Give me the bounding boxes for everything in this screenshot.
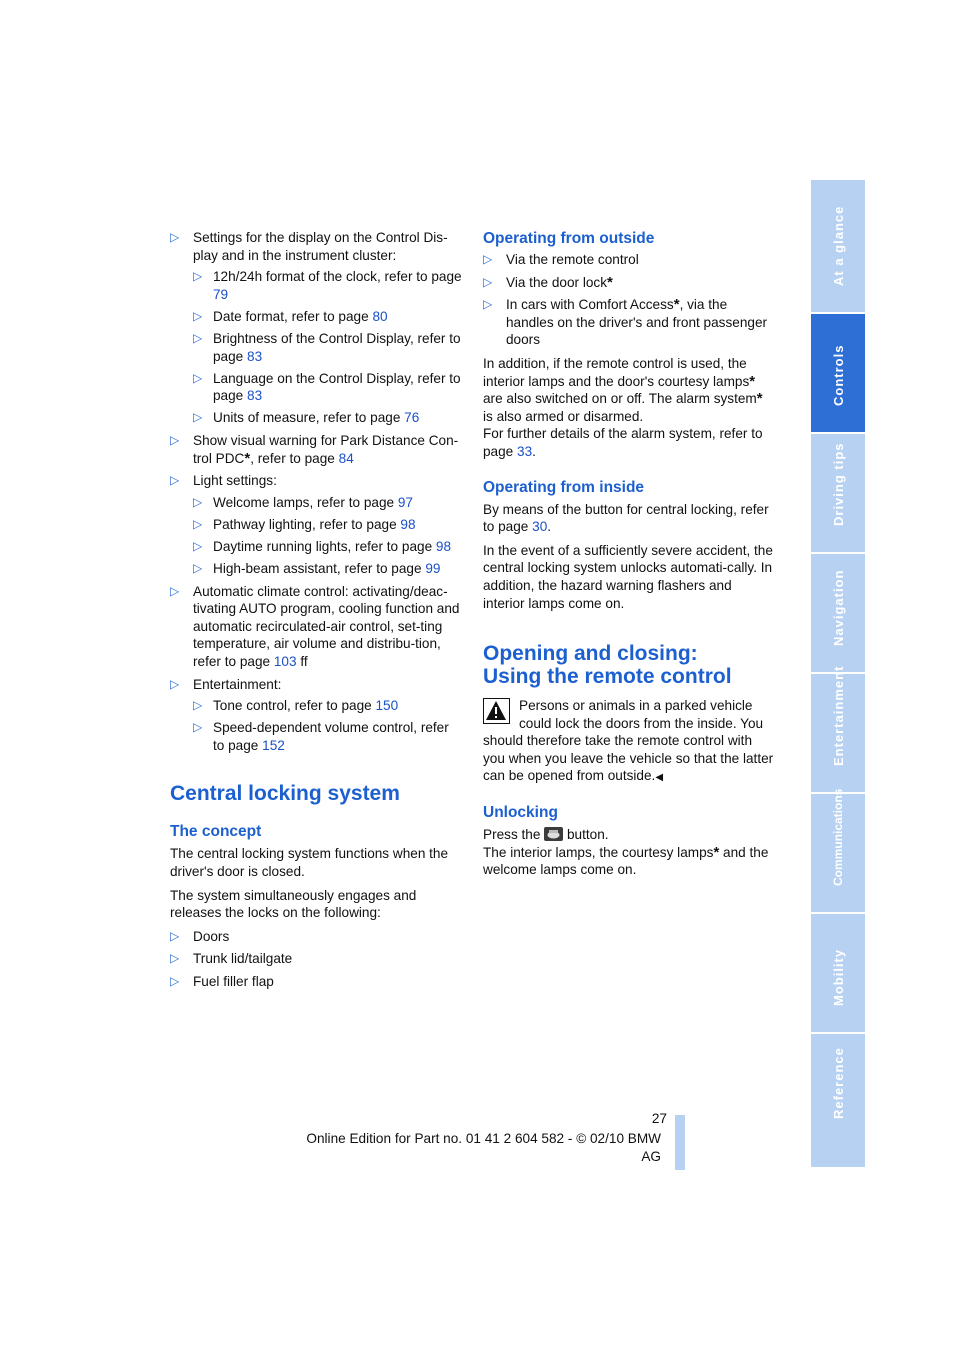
unlock-button-icon (544, 827, 563, 841)
chapter-tabs (811, 180, 865, 1167)
paragraph: In addition, if the remote control is used, the interior lamps and the door's courtesy lamps* are also switched on or off. The alarm system* is also armed or disarmed. (483, 355, 763, 424)
tab-reference[interactable]: Reference (811, 1034, 865, 1167)
bullet-triangle-icon: ▷ (170, 974, 180, 988)
page-number-bar (675, 1115, 685, 1170)
list-item: ▷ Settings for the display on the Control Dis-play and in the instrument cluster: ▷ 12h/24h format of the clock, refer to page 79 ▷ Date format, refer to page 80 ▷ Brightness of the Control Display, refer to page 83 ▷ Language on the Control Display, refer to page 83 ▷ Units of measure, refer to page 76 (170, 230, 462, 426)
optional-equipment-star: * (756, 390, 763, 408)
page-link[interactable]: 152 (262, 737, 285, 753)
page-link[interactable]: 76 (404, 410, 420, 426)
bullet-triangle-icon: ▷ (170, 432, 180, 447)
bullet-triangle-icon: ▷ (483, 274, 493, 289)
sub-list-item: ▷ Pathway lighting, refer to page 98 (193, 516, 416, 532)
tab-entertainment[interactable]: Entertainment (811, 674, 865, 792)
bullet-triangle-icon: ▷ (193, 370, 203, 385)
bullet-triangle-icon: ▷ (193, 698, 203, 713)
page-link[interactable]: 33 (517, 443, 533, 459)
paragraph: The system simultaneously engages and releases the locks on the following: (170, 887, 417, 921)
sub-list-item: ▷ High-beam assistant, refer to page 99 (193, 561, 441, 576)
tab-controls[interactable]: Controls (811, 314, 865, 432)
list-item: ▷ Fuel filler flap (170, 974, 274, 989)
tab-communications[interactable]: Communications (811, 794, 865, 912)
page-link[interactable]: 97 (397, 494, 413, 510)
bullet-triangle-icon: ▷ (483, 297, 493, 312)
bullet-triangle-icon: ▷ (193, 494, 203, 509)
page-link[interactable]: 99 (425, 561, 441, 576)
paragraph: The interior lamps, the courtesy lamps* and the welcome lamps come on. (483, 843, 769, 878)
subsection-heading: Operating from inside (483, 478, 645, 496)
paragraph: The central locking system functions when the driver's door is closed. (170, 846, 449, 880)
bullet-triangle-icon: ▷ (193, 269, 203, 284)
bullet-triangle-icon: ▷ (483, 252, 493, 266)
bullet-triangle-icon: ▷ (170, 583, 180, 598)
page-link[interactable]: 98 (400, 516, 416, 532)
bullet-triangle-icon: ▷ (193, 308, 203, 323)
tab-mobility[interactable]: Mobility (811, 914, 865, 1032)
sub-list-item: ▷ Tone control, refer to page 150 (193, 698, 399, 714)
sub-list-item: ▷ Welcome lamps, refer to page 97 (193, 494, 413, 510)
tab-driving-tips[interactable]: Driving tips (811, 434, 865, 552)
list-item: ▷ Via the remote control (483, 252, 639, 267)
left-column (170, 229, 462, 996)
optional-equipment-star: * (244, 449, 251, 467)
optional-equipment-star: * (749, 372, 756, 390)
bullet-triangle-icon: ▷ (170, 928, 180, 943)
list-item: ▷ Trunk lid/tailgate (170, 951, 293, 967)
optional-equipment-star: * (673, 296, 680, 314)
sub-list-item: ▷ 12h/24h format of the clock, refer to page 79 (193, 269, 462, 302)
subsection-heading: Operating from outside (483, 230, 655, 247)
page-link[interactable]: 150 (375, 698, 399, 714)
optional-equipment-star: * (713, 843, 720, 861)
optional-equipment-star: * (607, 273, 613, 291)
page-link[interactable]: 30 (532, 519, 548, 535)
bullet-triangle-icon: ▷ (170, 473, 180, 488)
tab-at-a-glance[interactable]: At a glance (811, 180, 865, 312)
bullet-triangle-icon: ▷ (170, 951, 180, 966)
sub-list-item: ▷ Speed-dependent volume control, refer to page 152 (193, 720, 449, 753)
page-link[interactable]: 83 (247, 348, 263, 364)
bullet-triangle-icon: ▷ (170, 230, 180, 244)
sub-list (193, 494, 462, 578)
bullet-triangle-icon: ▷ (193, 720, 203, 735)
sub-list-item: ▷ Daytime running lights, refer to page 98 (193, 538, 452, 554)
bullet-triangle-icon: ▷ (193, 516, 203, 531)
page-link[interactable]: 83 (247, 388, 263, 404)
paragraph: By means of the button for central locking, refer to page 30. (483, 501, 769, 535)
page-link[interactable]: 98 (435, 538, 452, 554)
list-item: ▷ Automatic climate control: activating/deac-tivating AUTO program, cooling function and automatic recirculated-air control, set-ting temperature, air volume and distribu-tion, refer to page 103 ff (170, 583, 460, 669)
sub-list (193, 268, 462, 427)
edition-footer: Online Edition for Part no. 01 41 2 604 582 - © 02/10 BMW AG (306, 1131, 661, 1164)
bullet-triangle-icon: ▷ (170, 676, 180, 691)
bullet-triangle-icon: ▷ (193, 561, 203, 575)
warning-note: Persons or animals in a parked vehicle could lock the doors from the inside. You should therefore take the remote control with you when you leave the vehicle so that the latter can be opened from outside.◀ (483, 698, 774, 784)
list-item: ▷ Light settings: ▷ Welcome lamps, refer to page 97 ▷ Pathway lighting, refer to page 98 ▷ Daytime running lights, refer to page 98 ▷ High-beam assistant, refer to page 99 (170, 472, 462, 577)
end-of-note-icon: ◀ (655, 772, 664, 784)
tab-navigation[interactable]: Navigation (811, 554, 865, 672)
sub-list (193, 697, 462, 754)
right-column (483, 229, 775, 879)
bullet-triangle-icon: ▷ (193, 410, 203, 425)
section-title: Opening and closing: Using the remote control (483, 642, 732, 689)
subsection-heading: The concept (170, 823, 262, 841)
page-link[interactable]: 80 (372, 308, 388, 324)
sub-list-item: ▷ Units of measure, refer to page 76 (193, 410, 420, 426)
list-item: ▷ Entertainment: ▷ Tone control, refer to page 150 ▷ Speed-dependent volume control, refer to page 152 (170, 676, 462, 755)
bullet-triangle-icon: ▷ (193, 330, 203, 345)
paragraph: For further details of the alarm system, refer to page 33. (483, 426, 763, 459)
list-item: ▷ In cars with Comfort Access*, via the handles on the driver's and front passenger doors (483, 296, 768, 348)
sub-list-item: ▷ Language on the Control Display, refer to page 83 (193, 370, 461, 404)
warning-triangle-icon (483, 698, 510, 724)
page-link[interactable]: 103 (273, 653, 297, 669)
sub-list-item: ▷ Date format, refer to page 80 (193, 308, 388, 324)
list-item: ▷ Show visual warning for Park Distance Con-trol PDC*, refer to page 84 (170, 432, 459, 467)
paragraph: In the event of a sufficiently severe accident, the central locking system unlocks automati-cally. In addition, the hazard warning flashers and interior lamps come on. (483, 542, 773, 611)
page-link[interactable]: 84 (338, 450, 354, 466)
sub-list-item: ▷ Brightness of the Control Display, refer to page 83 (193, 330, 461, 364)
list-item: ▷ Via the door lock* (483, 273, 613, 291)
page-link[interactable]: 79 (213, 286, 229, 302)
subsection-heading: Unlocking (483, 804, 558, 822)
list-item: ▷ Doors (170, 928, 230, 944)
bullet-triangle-icon: ▷ (193, 538, 203, 553)
paragraph: Press the button. (483, 827, 609, 843)
section-title: Central locking system (170, 782, 400, 806)
page-number: 27 (651, 1111, 667, 1126)
